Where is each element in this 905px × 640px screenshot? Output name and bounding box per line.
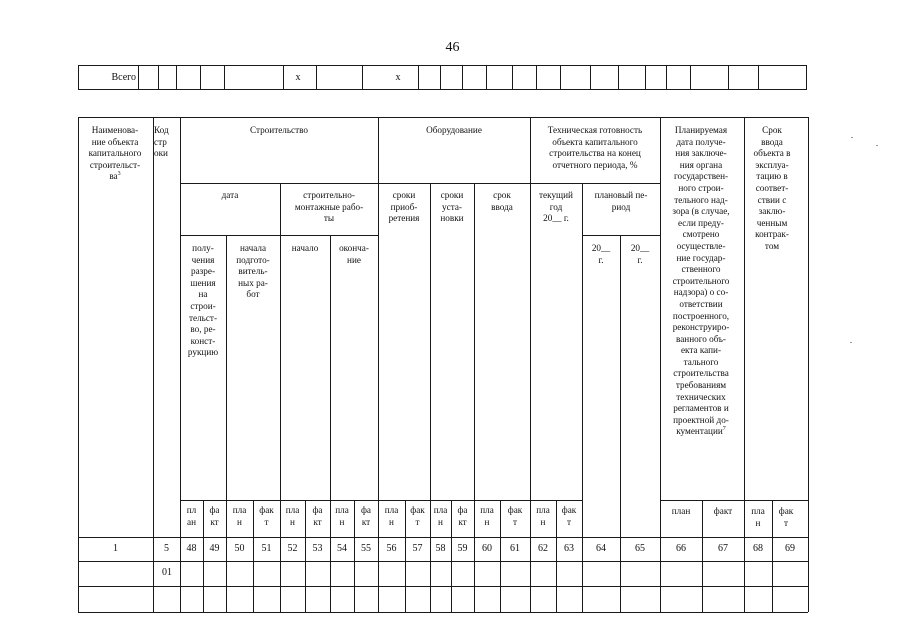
header-plan-fact-cell: пл ан <box>186 505 197 527</box>
header-plan-fact-cell: пла н <box>536 505 550 527</box>
total-row-divider <box>618 65 619 90</box>
header-pd-plan: план <box>671 506 691 516</box>
header-plan-fact-cell: пла н <box>433 505 448 527</box>
total-cell-x: x <box>295 72 301 83</box>
header-plan-fact-cell: фа кт <box>312 505 323 527</box>
total-row-divider <box>176 65 177 90</box>
column-number: 51 <box>261 543 272 554</box>
column-number: 68 <box>753 543 763 554</box>
total-row-divider <box>560 65 561 90</box>
total-row-divider <box>462 65 463 90</box>
header-date: дата <box>221 190 239 200</box>
total-row-divider <box>418 65 419 90</box>
header-plan-fact-cell: фак т <box>561 505 577 527</box>
total-row-divider <box>758 65 759 90</box>
column-number: 52 <box>287 543 298 554</box>
column-number: 65 <box>635 543 645 554</box>
column-number: 66 <box>676 543 686 554</box>
column-number: 5 <box>164 543 169 554</box>
header-divider <box>660 500 808 501</box>
scan-speck <box>851 137 853 138</box>
column-number: 63 <box>564 543 574 554</box>
total-cell-x: x <box>395 72 401 83</box>
total-row-divider <box>512 65 513 90</box>
column-number: 67 <box>718 543 728 554</box>
header-divider <box>180 183 530 184</box>
scan-speck <box>876 145 878 146</box>
header-prep-start: начала подгото- витель- ных ра- бот <box>236 243 270 300</box>
header-eq-start: срок ввода <box>491 190 513 212</box>
header-planned-period: плановый пе- риод <box>594 190 648 212</box>
row-divider <box>78 586 808 587</box>
total-label: Всего <box>111 72 136 83</box>
column-number: 61 <box>510 543 520 554</box>
header-planned-date-text: Планируемая дата получе- ния заключе- ния органа государствен- ного строи- тельного над- зора (в случае, если преду- смотрено осуществле- ние государ- ственного строительного надзора) о со- ответствии построенного, реконструиро- ванного объ- екта капи- тального строительства требованиям технических регламентов и проектной до- кументации <box>672 125 730 437</box>
column-number: 69 <box>785 543 795 554</box>
header-start: начало <box>291 243 319 253</box>
column-number: 1 <box>113 543 118 554</box>
header-divider <box>180 500 582 501</box>
column-number: 59 <box>457 543 468 554</box>
column-number: 64 <box>596 543 606 554</box>
header-plan-fact-cell: фак т <box>259 505 274 527</box>
total-row-divider <box>138 65 139 90</box>
row-code: 01 <box>162 567 172 578</box>
header-plan-fact-cell: фа кт <box>457 505 468 527</box>
row-divider <box>78 537 808 538</box>
column-number: 55 <box>361 543 371 554</box>
header-row-code: Код стр оки <box>154 125 169 159</box>
header-cm-plan: пла н <box>751 506 765 528</box>
header-plan-fact-cell: фа кт <box>209 505 220 527</box>
column-divider <box>330 235 331 612</box>
header-equipment: Оборудование <box>426 125 482 135</box>
header-year-2: 20__ г. <box>630 243 650 265</box>
header-construction: Строительство <box>249 125 309 135</box>
total-row-divider <box>200 65 201 90</box>
header-readiness: Техническая готовность объекта капитального строительства на конец отчетного периода, % <box>547 125 643 170</box>
total-row-divider <box>590 65 591 90</box>
column-number: 48 <box>186 543 197 554</box>
column-number: 60 <box>482 543 492 554</box>
total-row-divider <box>158 65 159 90</box>
header-plan-fact-cell: пла н <box>384 505 399 527</box>
header-divider <box>582 235 660 236</box>
column-number: 58 <box>435 543 446 554</box>
header-smr: строительно- монтажные рабо- ты <box>294 190 364 224</box>
header-eq-install: сроки уста- новки <box>440 190 464 224</box>
header-finish: оконча- ние <box>339 243 369 265</box>
total-row-divider <box>440 65 441 90</box>
header-year-1: 20__ г. <box>591 243 611 265</box>
row-divider <box>78 561 808 562</box>
header-plan-fact-cell: пла н <box>285 505 300 527</box>
header-divider <box>180 235 378 236</box>
column-number: 57 <box>412 543 423 554</box>
column-number: 53 <box>312 543 323 554</box>
header-permit: полу- чения разре- шения на строи- тельст- во, ре- конст- рукцию <box>187 243 219 358</box>
total-row-top-border <box>78 65 807 66</box>
footnote-mark: 3 <box>117 171 121 178</box>
header-plan-fact-cell: пла н <box>480 505 494 527</box>
header-object-name-text: Наименова- ние объекта капитального строительст- ва <box>88 125 142 182</box>
footnote-mark: 7 <box>722 426 726 433</box>
table-border <box>78 612 808 613</box>
column-number: 54 <box>337 543 347 554</box>
total-row-divider <box>645 65 646 90</box>
total-row-divider <box>224 65 225 90</box>
header-commissioning: Срок ввода объекта в эксплуа- тацию в соответ- ствии с заклю- ченным контрак- том <box>753 125 791 251</box>
total-row-divider <box>536 65 537 90</box>
header-planned-date <box>660 125 742 438</box>
column-number: 50 <box>234 543 245 554</box>
header-object-name <box>80 125 150 183</box>
column-number: 49 <box>209 543 220 554</box>
header-plan-fact-cell: фак т <box>507 505 523 527</box>
total-row-divider <box>690 65 691 90</box>
header-plan-fact-cell: фа кт <box>360 505 372 527</box>
header-current-year: текущий год 20__ г. <box>539 190 573 224</box>
total-row-divider <box>362 65 363 90</box>
table-border <box>78 117 808 118</box>
header-plan-fact-cell: пла н <box>335 505 349 527</box>
total-row-border <box>78 65 79 90</box>
header-plan-fact-cell: фак т <box>410 505 425 527</box>
header-plan-fact-cell: пла н <box>232 505 247 527</box>
header-divider <box>530 183 660 184</box>
total-row-bottom-border <box>78 89 807 90</box>
page-number: 46 <box>445 40 460 55</box>
table-border <box>808 117 809 612</box>
column-number: 62 <box>538 543 548 554</box>
scan-speck <box>850 342 852 343</box>
total-row-divider <box>666 65 667 90</box>
column-number: 56 <box>386 543 397 554</box>
total-row-divider <box>806 65 807 90</box>
header-pd-fact: факт <box>713 506 733 516</box>
header-cm-fact: фак т <box>778 506 794 528</box>
total-row-divider <box>316 65 317 90</box>
column-divider <box>620 235 621 612</box>
header-eq-acquire: сроки приоб- ретения <box>388 190 420 224</box>
total-row-divider <box>728 65 729 90</box>
total-row-divider <box>486 65 487 90</box>
